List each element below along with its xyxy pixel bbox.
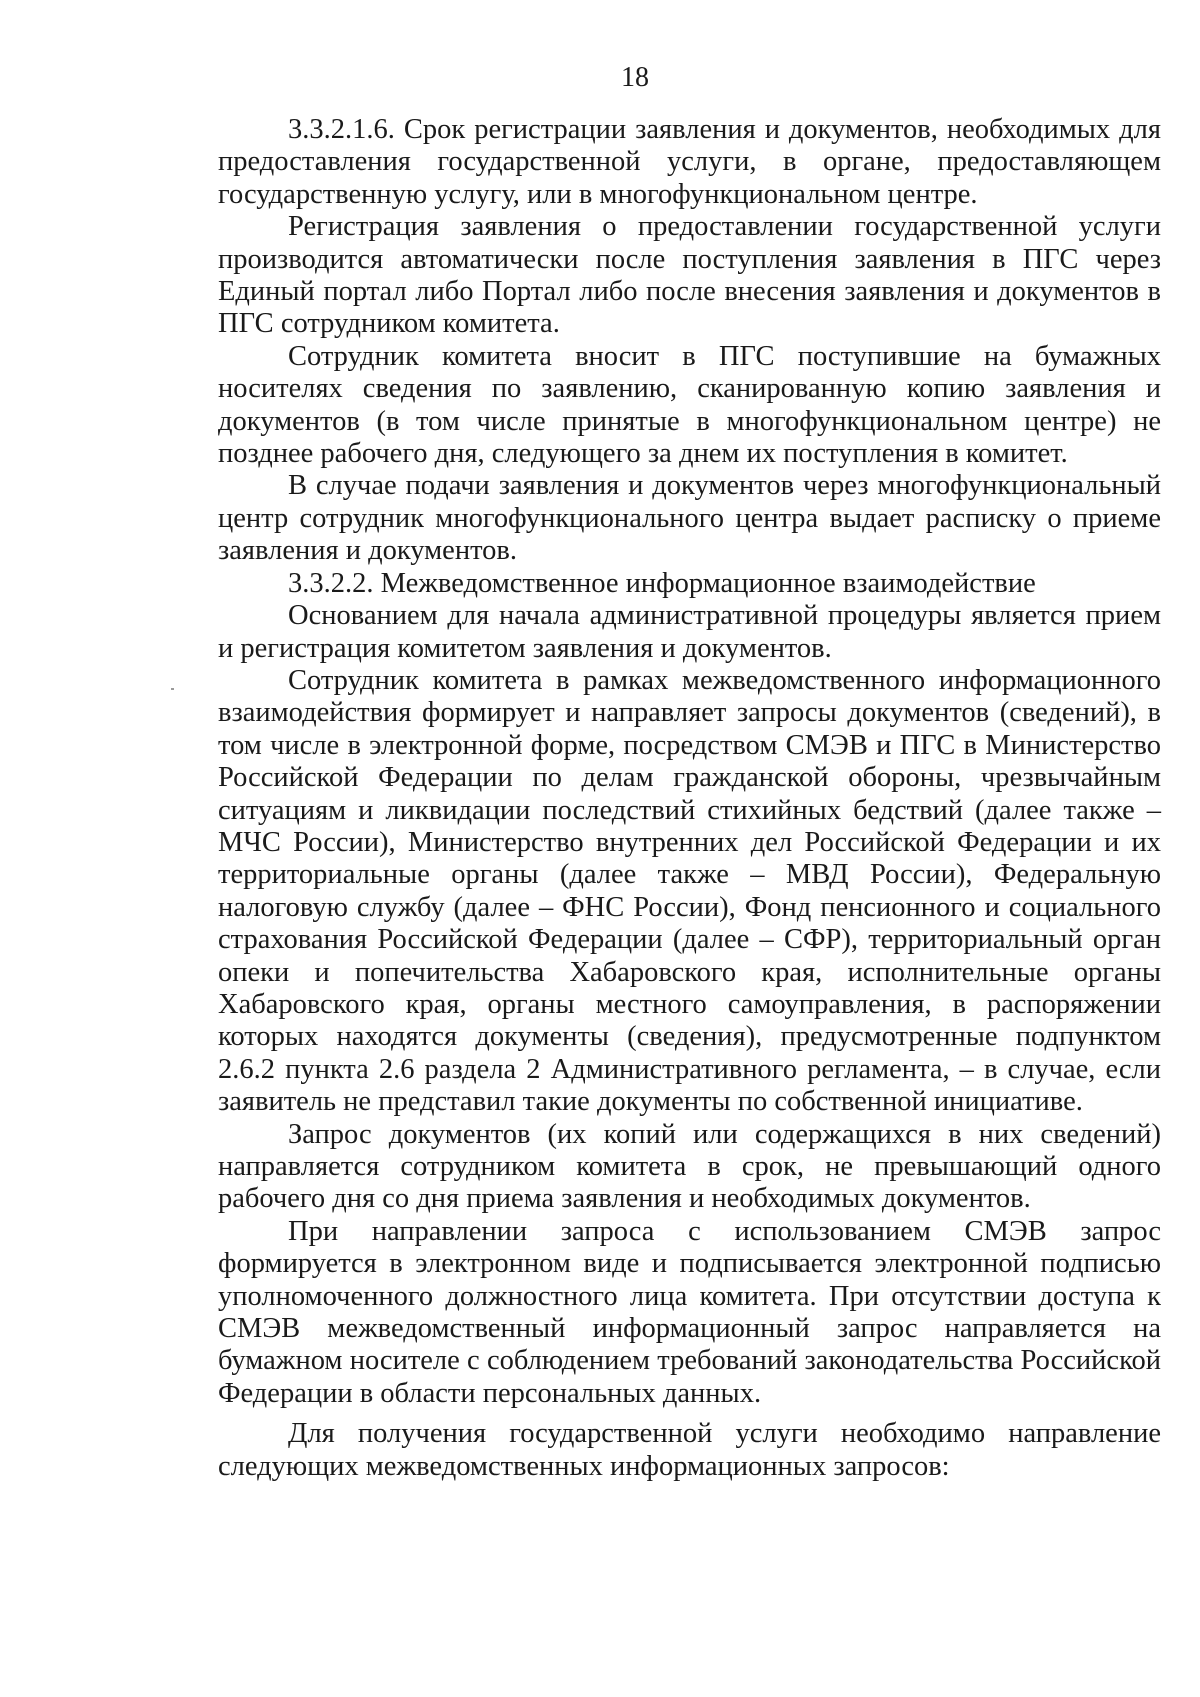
paragraph-registration-deadline: 3.3.2.1.6. Срок регистрации заявления и документов, необходимых для предоставления государственной услуги, в органе, предоставляющем государственную услугу, или в многофункциональном центре. [218,114,1161,210]
paragraph-interagency-requests: Сотрудник комитета в рамках межведомственного информационного взаимодействия формирует и направляет запросы документов (сведений), в том числе в электронной форме, посредством СМЭВ и ПГС в Министерство Российской Федерации по делам гражданской обороны, чрезвычайным ситуациям и ликвидации последствий стихийных бедствий (далее также – МЧС России), Министерство внутренних дел Российской Федерации и их территориальные органы (далее также – МВД России), Федеральную налоговую службу (далее – ФНС России), Фонд пенсионного и социального страхования Российской Федерации (далее – СФР), территориальный орган опеки и попечительства Хабаровского края, исполнительные органы Хабаровского края, органы местного самоуправления, в распоряжении которых находятся документы (сведения), предусмотренные подпунктом 2.6.2 пункта 2.6 раздела 2 Административного регламента, – в случае, если заявитель не представил такие документы по собственной инициативе. [218,664,1161,1118]
section-heading-interagency: 3.3.2.2. Межведомственное информационное взаимодействие [288,567,1036,599]
paragraph-automatic-registration: Регистрация заявления о предоставлении государственной услуги производится автоматически после поступления заявления в ПГС через Единый портал либо Портал либо после внесения заявления и документов в ПГС сотрудником комитета. [218,211,1161,340]
paragraph-paper-submission: Сотрудник комитета вносит в ПГС поступившие на бумажных носителях сведения по заявлению, сканированную копию заявления и документов (в том числе принятые в многофункциональном центре) не позднее рабочего дня, следующего за днем их поступления в комитет. [218,340,1161,470]
margin-scan-mark [171,688,174,690]
paragraph-mfc-receipt: В случае подачи заявления и документов через многофункциональный центр сотрудник многофункционального центра выдает расписку о приеме заявления и документов. [218,470,1161,567]
document-body [218,114,1161,1483]
paragraph-procedure-basis: Основанием для начала административной процедуры является прием и регистрация комитетом заявления и документов. [218,600,1161,664]
paragraph-request-deadline: Запрос документов (их копий или содержащихся в них сведений) направляется сотрудником комитета в срок, не превышающий одного рабочего дня со дня приема заявления и необходимых документов. [218,1118,1161,1215]
paragraph-required-requests: Для получения государственной услуги необходимо направление следующих межведомственных информационных запросов: [218,1418,1161,1482]
paragraph-smev-request: При направлении запроса с использованием СМЭВ запрос формируется в электронном виде и подписывается электронной подписью уполномоченного должностного лица комитета. При отсутствии доступа к СМЭВ межведомственный информационный запрос направляется на бумажном носителе с соблюдением требований законодательства Российской Федерации в области персональных данных. [218,1215,1161,1409]
page-number: 18 [621,62,649,93]
